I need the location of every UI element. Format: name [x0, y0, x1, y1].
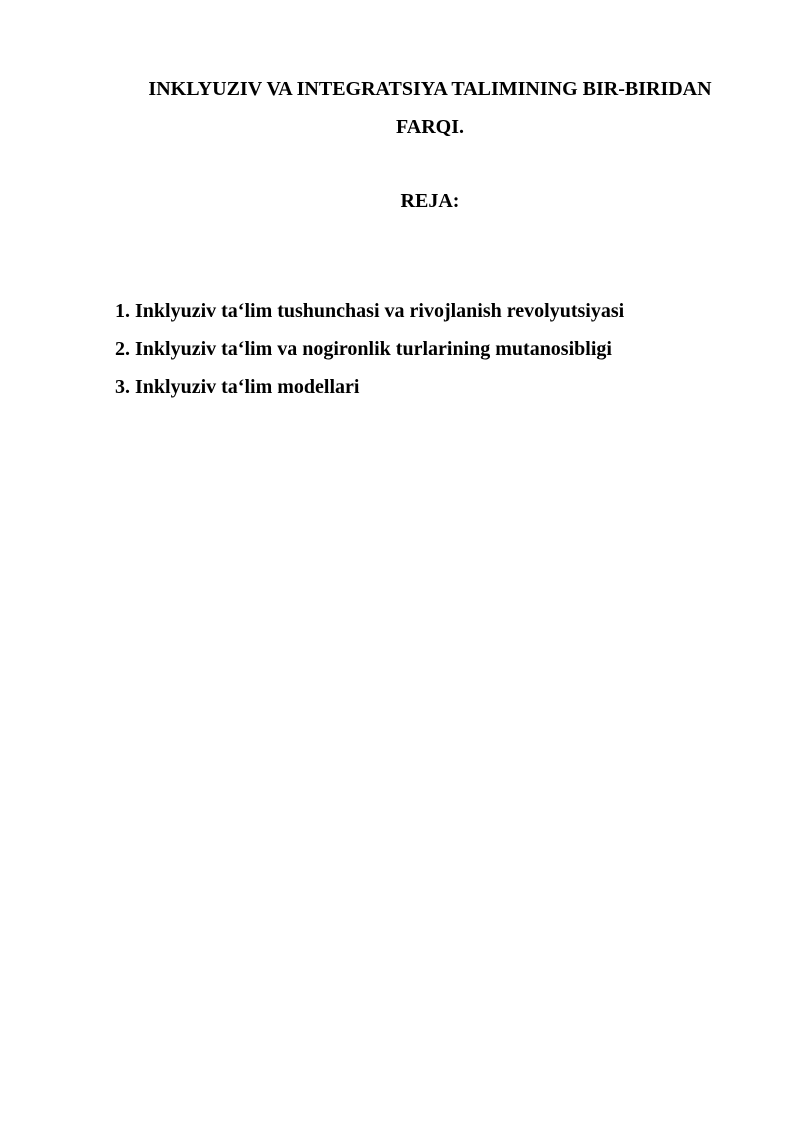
plan-item-1: 1. Inklyuziv ta‘lim tushunchasi va rivojlanish revolyutsiyasi: [115, 300, 625, 322]
plan-item-2: 2. Inklyuziv ta‘lim va nogironlik turlarining mutanosibligi: [115, 338, 612, 360]
document-title-line-1: INKLYUZIV VA INTEGRATSIYA TALIMINING BIR-BIRIDAN: [148, 78, 712, 100]
plan-heading: REJA:: [400, 190, 460, 212]
plan-item-3: 3. Inklyuziv ta‘lim modellari: [115, 376, 360, 398]
plan-list: [115, 292, 755, 406]
document-title-line-2: FARQI.: [396, 116, 464, 138]
